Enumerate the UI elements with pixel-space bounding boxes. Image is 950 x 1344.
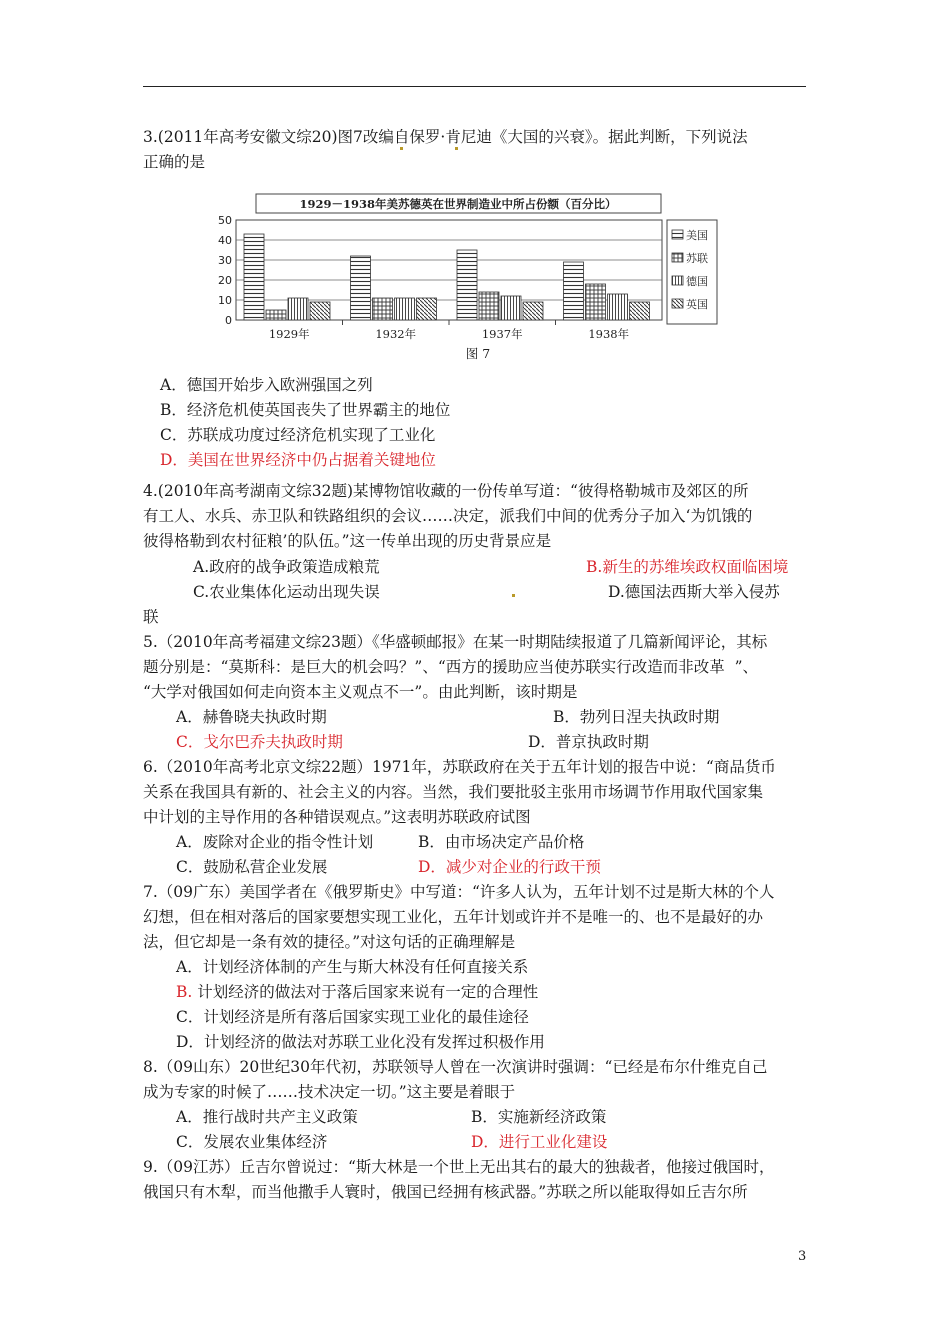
- q7-option-b-answer-letter: B.: [176, 983, 193, 1001]
- y-tick-label: 50: [218, 214, 232, 227]
- legend-label: 英国: [686, 298, 708, 311]
- bar-英国-1937年: [523, 302, 543, 320]
- bar-美国-1938年: [564, 262, 584, 320]
- y-tick-label: 20: [218, 274, 232, 287]
- q3-option-a: A．德国开始步入欧洲强国之列: [160, 376, 373, 394]
- q5-option-b: B．勃列日涅夫执政时期: [553, 708, 720, 726]
- legend-label: 美国: [686, 229, 708, 242]
- q7-option-c: C．计划经济是所有落后国家实现工业化的最佳途径: [176, 1008, 529, 1026]
- q8-option-c: C．发展农业集体经济: [176, 1133, 328, 1151]
- q7-stem-line2: 幻想，但在相对落后的国家要想实现工业化，五年计划或许并不是唯一的、也不是最好的办: [143, 908, 764, 926]
- q7-option-d: D．计划经济的做法对苏联工业化没有发挥过积极作用: [176, 1033, 545, 1051]
- bar-美国-1929年: [244, 234, 264, 320]
- bar-英国-1929年: [310, 302, 330, 320]
- q8-option-d-answer: D．进行工业化建设: [471, 1133, 608, 1151]
- legend-swatch-英国: [672, 299, 683, 308]
- q5-stem-line3: “大学对俄国如何走向资本主义观点不一”。由此判断，该时期是: [143, 683, 578, 701]
- q6-option-a: A．废除对企业的指令性计划: [176, 833, 374, 851]
- legend-label: 德国: [686, 275, 708, 288]
- q6-stem-line1: 6.（2010年高考北京文综22题）1971年，苏联政府在关于五年计划的报告中说：“商品货币: [143, 758, 776, 776]
- q6-option-b: B．由市场决定产品价格: [418, 833, 585, 851]
- q4-option-d-cont: 联: [143, 608, 159, 626]
- bar-chart: [212, 192, 722, 362]
- q3-stem-line1: 3.(2011年高考安徽文综20)图7改编自保罗·肯尼迪《大国的兴衰》。据此判断，下列说法: [143, 128, 748, 146]
- q7-stem-line3: 法，但它却是一条有效的捷径。”对这句话的正确理解是: [143, 933, 516, 951]
- legend-label: 苏联: [686, 252, 708, 265]
- bar-德国-1932年: [395, 298, 415, 320]
- header-rule: [143, 86, 806, 87]
- q3-option-c: C．苏联成功度过经济危机实现了工业化: [160, 426, 436, 444]
- q5-option-c-answer: C．戈尔巴乔夫执政时期: [176, 733, 343, 751]
- bar-苏联-1938年: [586, 284, 606, 320]
- q5-option-d: D．普京执政时期: [528, 733, 649, 751]
- page-number: 3: [798, 1249, 807, 1264]
- bar-德国-1929年: [288, 298, 308, 320]
- speck: [455, 147, 458, 150]
- q4-stem-line3: 彼得格勒到农村征粮’的队伍。”这一传单出现的历史背景应是: [143, 532, 552, 550]
- y-tick-label: 10: [218, 294, 232, 307]
- bar-德国-1937年: [501, 296, 521, 320]
- y-tick-label: 40: [218, 234, 232, 247]
- plot-area: [218, 214, 662, 341]
- q9-stem-line1: 9.（09江苏）丘吉尔曾说过：“斯大林是一个世上无出其右的最大的独裁者，他接过俄国时，: [143, 1158, 775, 1176]
- bar-英国-1932年: [417, 298, 437, 320]
- y-tick-label: 0: [225, 314, 232, 327]
- q4-stem-line1: 4.(2010年高考湖南文综32题)某博物馆收藏的一份传单写道：“彼得格勒城市及郊区的所: [143, 482, 749, 500]
- bar-德国-1938年: [608, 294, 628, 320]
- q7-option-a: A．计划经济体制的产生与斯大林没有任何直接关系: [176, 958, 529, 976]
- legend-swatch-美国: [672, 230, 683, 239]
- q4-stem-line2: 有工人、水兵、赤卫队和铁路组织的会议……决定，派我们中间的优秀分子加入‘为饥饿的: [143, 507, 753, 525]
- q5-stem-line1: 5.（2010年高考福建文综23题）《华盛顿邮报》在某一时期陆续报道了几篇新闻评论，其标: [143, 633, 768, 651]
- q6-stem-line3: 中计划的主导作用的各种错误观点。”这表明苏联政府试图: [143, 808, 531, 826]
- x-tick-label: 1932年: [375, 327, 417, 341]
- q7-option-b-text: 计划经济的做法对于落后国家来说有一定的合理性: [192, 983, 539, 1001]
- bar-美国-1932年: [351, 256, 371, 320]
- x-tick-label: 1937年: [481, 327, 523, 341]
- chart-legend: [667, 220, 717, 324]
- q8-stem-line1: 8.（09山东）20世纪30年代初，苏联领导人曾在一次演讲时强调：“已经是布尔什维克自己: [143, 1058, 768, 1076]
- q4-option-d: D.德国法西斯大举入侵苏: [608, 583, 780, 601]
- q4-option-b-answer: B.新生的苏维埃政权面临困境: [586, 558, 789, 576]
- x-tick-label: 1929年: [268, 327, 310, 341]
- q9-stem-line2: 俄国只有木犁，而当他撒手人寰时，俄国已经拥有核武器。”苏联之所以能取得如丘吉尔所: [143, 1183, 748, 1201]
- q6-stem-line2: 关系在我国具有新的、社会主义的内容。当然，我们要批驳主张用市场调节作用取代国家集: [143, 783, 764, 801]
- speck: [512, 594, 515, 597]
- bar-英国-1938年: [630, 302, 650, 320]
- figure-caption: 图 7: [465, 346, 491, 361]
- bar-苏联-1929年: [266, 310, 286, 320]
- q4-option-a: A.政府的战争政策造成粮荒: [193, 558, 380, 576]
- y-tick-label: 30: [218, 254, 232, 267]
- q8-option-b: B．实施新经济政策: [471, 1108, 607, 1126]
- q4-option-c: C.农业集体化运动出现失误: [193, 583, 380, 601]
- q6-option-c: C．鼓励私营企业发展: [176, 858, 328, 876]
- bar-苏联-1937年: [479, 292, 499, 320]
- bar-苏联-1932年: [373, 298, 393, 320]
- chart-title: 1929－1938年美苏德英在世界制造业中所占份额（百分比）: [299, 197, 617, 211]
- q3-option-d-answer: D．美国在世界经济中仍占据着关键地位: [160, 451, 436, 469]
- q8-option-a: A．推行战时共产主义政策: [176, 1108, 358, 1126]
- q6-option-d-answer: D．减少对企业的行政干预: [418, 858, 601, 876]
- q3-option-b: B．经济危机使英国丧失了世界霸主的地位: [160, 401, 451, 419]
- q7-option-b: [176, 982, 538, 1002]
- speck: [400, 147, 403, 150]
- x-tick-label: 1938年: [588, 327, 630, 341]
- q8-stem-line2: 成为专家的时候了……技术决定一切。”这主要是着眼于: [143, 1083, 516, 1101]
- bar-美国-1937年: [457, 250, 477, 320]
- q5-option-a: A．赫鲁晓夫执政时期: [176, 708, 327, 726]
- q5-stem-line2: 题分别是：“莫斯科：是巨大的机会吗？”、“西方的援助应当使苏联实行改造而非改革 ”、: [143, 658, 759, 676]
- q7-stem-line1: 7.（09广东）美国学者在《俄罗斯史》中写道：“许多人认为，五年计划不过是斯大林的个人: [143, 883, 775, 901]
- legend-swatch-德国: [672, 276, 683, 285]
- chart-figure: [212, 192, 708, 362]
- legend-swatch-苏联: [672, 253, 683, 262]
- q3-stem-line2: 正确的是: [143, 153, 206, 171]
